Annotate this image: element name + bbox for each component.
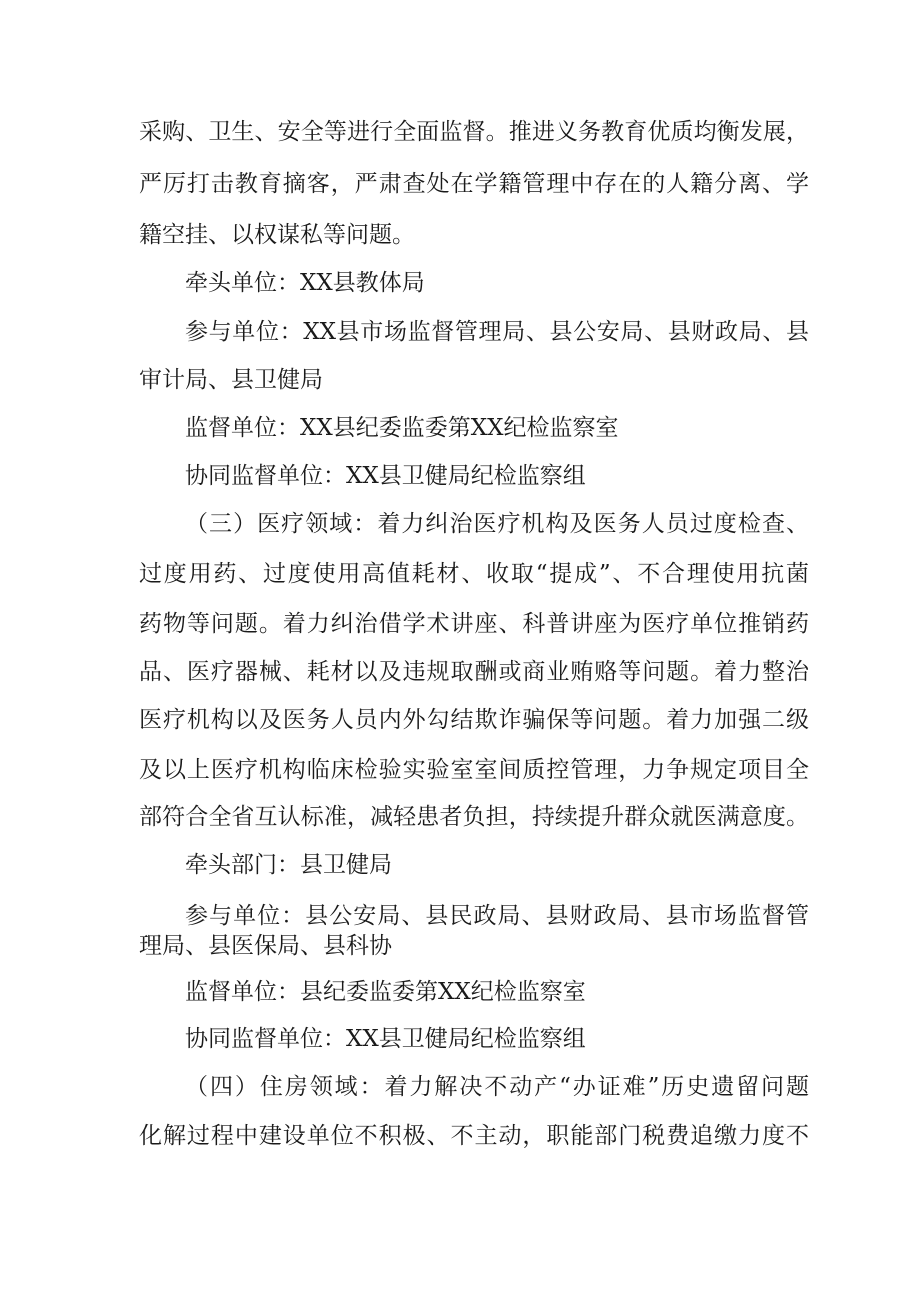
- paragraph-line: 品、医疗器械、耗材以及违规取酬或商业贿赂等问题。着力整治: [139, 659, 809, 685]
- supervising-unit-line: 监督单位：XX县纪委监委第XX纪检监察室: [185, 415, 619, 441]
- participating-units-line: 理局、县医保局、县科协: [139, 933, 392, 959]
- paragraph-line: 及以上医疗机构临床检验实验室室间质控管理，力争规定项目全: [139, 757, 809, 783]
- paragraph-line: 部符合全省互认标准，减轻患者负担，持续提升群众就医满意度。: [139, 804, 809, 830]
- paragraph-line: 医疗机构以及医务人员内外勾结欺诈骗保等问题。着力加强二级: [139, 707, 809, 733]
- paragraph-line: 过度用药、过度使用高值耗材、收取“提成”、不合理使用抗菌: [139, 561, 809, 587]
- paragraph-line: 严厉打击教育摘客，严肃查处在学籍管理中存在的人籍分离、学: [139, 171, 809, 197]
- paragraph-line: 采购、卫生、安全等进行全面监督。推进义务教育优质均衡发展，: [139, 119, 809, 145]
- participating-units-line: 参与单位：XX县市场监督管理局、县公安局、县财政局、县: [185, 319, 809, 345]
- co-supervising-unit-line: 协同监督单位：XX县卫健局纪检监察组: [185, 1026, 586, 1052]
- paragraph-line: 籍空挂、以权谋私等问题。: [139, 222, 415, 248]
- participating-units-line: 参与单位：县公安局、县民政局、县财政局、县市场监督管: [185, 903, 809, 929]
- section-heading-line: （四）住房领域：着力解决不动产“办证难”历史遗留问题: [185, 1074, 809, 1100]
- supervising-unit-line: 监督单位：县纪委监委第XX纪检监察室: [185, 979, 586, 1005]
- paragraph-line: 化解过程中建设单位不积极、不主动，职能部门税费追缴力度不: [139, 1123, 809, 1149]
- participating-units-line: 审计局、县卫健局: [139, 367, 323, 393]
- lead-unit-line: 牵头单位：XX县教体局: [185, 270, 425, 296]
- lead-department-line: 牵头部门：县卫健局: [185, 852, 392, 878]
- co-supervising-unit-line: 协同监督单位：XX县卫健局纪检监察组: [185, 463, 586, 489]
- section-heading-line: （三）医疗领域：着力纠治医疗机构及医务人员过度检查、: [185, 511, 809, 537]
- paragraph-line: 药物等问题。着力纠治借学术讲座、科普讲座为医疗单位推销药: [139, 611, 809, 637]
